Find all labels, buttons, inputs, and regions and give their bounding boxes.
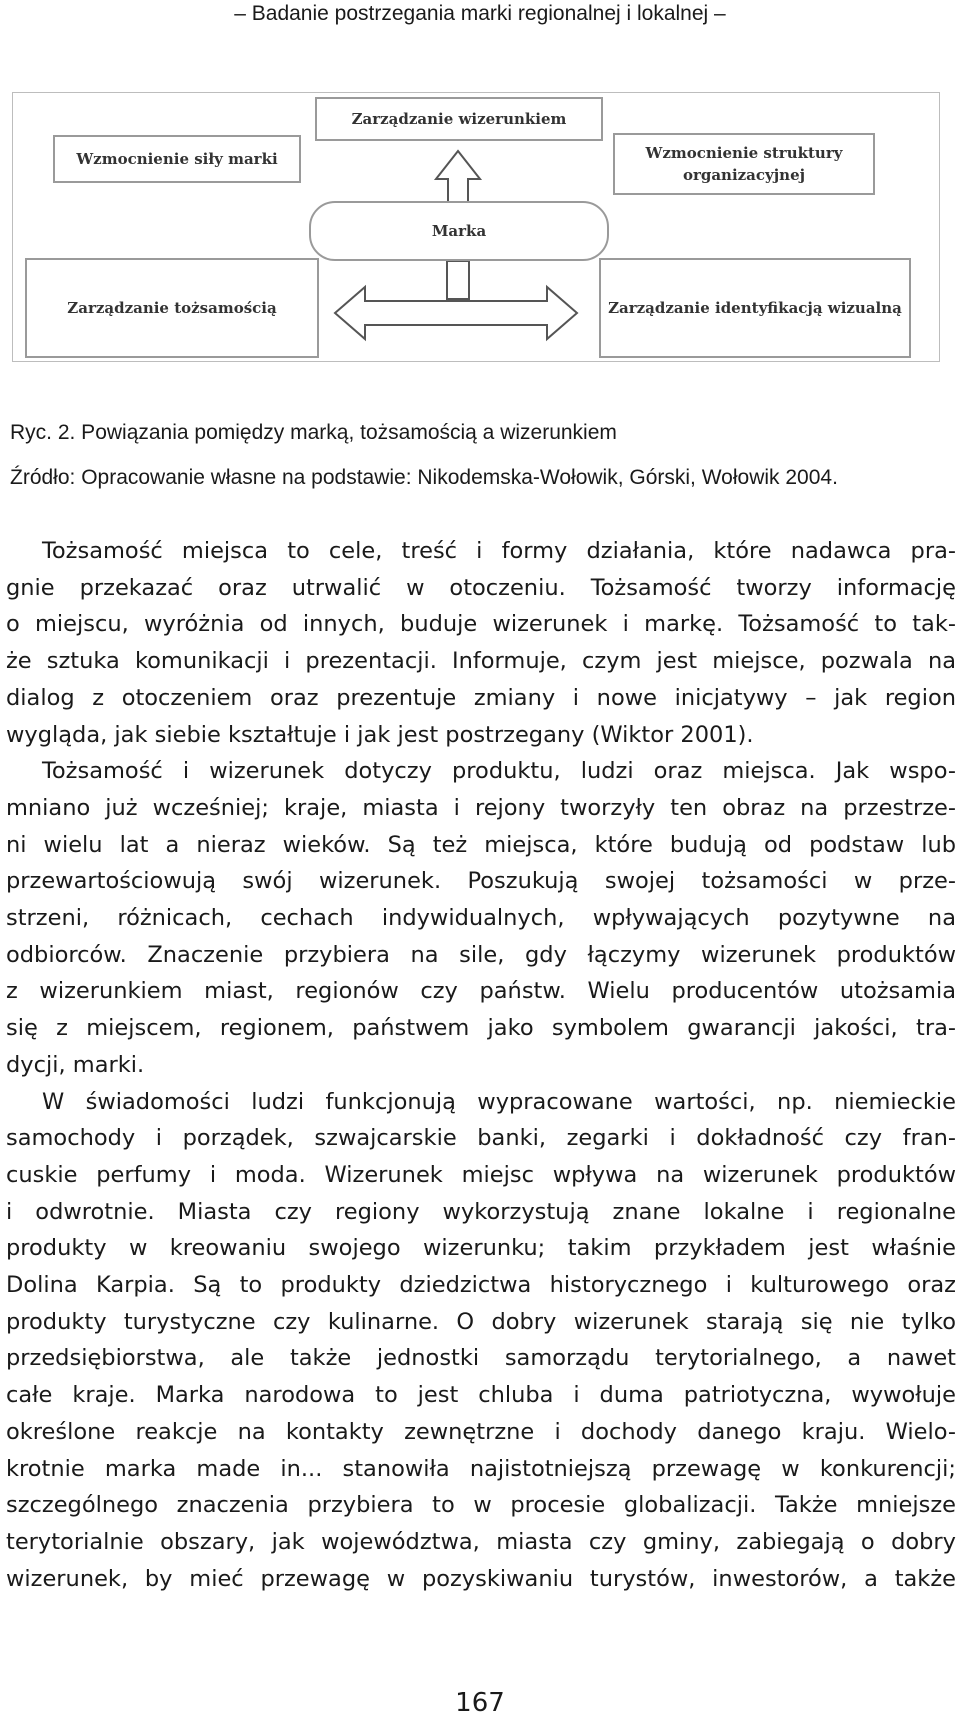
text-line: produkty turystyczne czy kulinarne. O dobry wizerunek starają się nie tylko: [6, 1308, 956, 1335]
vertical-stem: [447, 261, 469, 299]
text-line: odbiorców. Znaczenie przybiera na sile, gdy łączymy wizerunek produktów: [6, 941, 956, 968]
figure-caption: Ryc. 2. Powiązania pomiędzy marką, tożsamością a wizerunkiem: [10, 421, 617, 444]
text-line: określone reakcje na kontakty zewnętrzne i dochody danego kraju. Wielo-: [6, 1418, 956, 1445]
box-identity-management-label: Zarządzanie tożsamością: [67, 299, 277, 317]
text-line: strzeni, różnicach, cechach indywidualnych, wpływających pozytywne na: [6, 905, 956, 932]
text-line: szczególnego znaczenia przybiera to w procesie globalizacji. Także mniejsze: [6, 1492, 956, 1519]
box-brand-strength-label: Wzmocnienie siły marki: [76, 150, 278, 168]
box-identity-management: [25, 258, 319, 358]
text-line: przewartościowują swój wizerunek. Poszukują swojej tożsamości w prze-: [6, 868, 956, 895]
text-line: Tożsamość miejsca to cele, treść i formy działania, które nadawca pra-: [42, 538, 956, 564]
text-line: krotnie marka made in... stanowiła najistotniejszą przewagę w konkurencji;: [6, 1455, 956, 1482]
text-line: produkty w kreowaniu swojego wizerunku; takim przykładem jest właśnie: [6, 1235, 956, 1262]
paragraph-1: [6, 533, 956, 753]
text-line: z wizerunkiem miast, regionów czy państw. Wielu producentów utożsamia: [6, 978, 956, 1005]
text-line: Dolina Karpia. Są to produkty dziedzictwa historycznego i kulturowego oraz: [6, 1272, 956, 1299]
text-line: terytorialnie obszary, jak województwa, miasta czy gminy, zabiegają o dobry: [6, 1528, 956, 1555]
text-line: mniano już wcześniej; kraje, miasta i rejony tworzyły ten obraz na przestrze-: [6, 794, 956, 821]
box-visual-identity-management: [599, 258, 911, 358]
text-line: i odwrotnie. Miasta czy regiony wykorzystują znane lokalne i regionalne: [6, 1198, 956, 1225]
figure-source: Źródło: Opracowanie własne na podstawie: Nikodemska-Wołowik, Górski, Wołowik 2004.: [10, 466, 838, 489]
text-line: Tożsamość i wizerunek dotyczy produktu, ludzi oraz miejsca. Jak wspo-: [42, 758, 956, 785]
text-line: przedsiębiorstwa, ale także jednostki samorządu terytorialnego, a nawet: [6, 1345, 956, 1372]
text-line: że sztuka komunikacji i prezentacji. Informuje, czym jest miejsce, pozwala na: [6, 648, 956, 675]
box-organizational-structure: [613, 133, 875, 195]
box-visual-identity-management-label: Zarządzanie identyfikacją wizualną: [608, 299, 902, 317]
page-number: 167: [455, 1688, 505, 1718]
text-line: dialog z otoczeniem oraz prezentuje zmiany i nowe inicjatywy – jak region: [6, 684, 956, 711]
paragraph-2: [6, 753, 956, 1083]
box-brand: [309, 201, 609, 261]
box-image-management-label: Zarządzanie wizerunkiem: [351, 110, 567, 128]
box-brand-label: Marka: [431, 222, 487, 240]
text-line: W świadomości ludzi funkcjonują wypracowane wartości, np. niemieckie: [42, 1088, 956, 1115]
text-line: gnie przekazać oraz utrwalić w otoczeniu. Tożsamość tworzy informację: [6, 574, 956, 601]
box-organizational-structure-line2: organizacyjnej: [682, 166, 806, 184]
text-line: całe kraje. Marka narodowa to jest chluba i duma patriotyczna, wywołuje: [6, 1382, 956, 1409]
text-line: wygląda, jak siebie kształtuje i jak jest postrzegany (Wiktor 2001).: [6, 721, 754, 748]
text-line: się z miejscem, regionem, państwem jako symbolem gwarancji jakości, tra-: [6, 1015, 956, 1042]
box-organizational-structure-line1: Wzmocnienie struktury: [645, 144, 843, 162]
box-brand-strength: [53, 135, 301, 183]
running-header: – Badanie postrzegania marki regionalnej i lokalnej –: [234, 2, 726, 25]
paragraph-3: [6, 1084, 956, 1598]
text-line: samochody i porządek, szwajcarskie banki, zegarki i dokładność czy fran-: [6, 1125, 956, 1152]
up-arrow-icon: [436, 151, 480, 203]
text-line: wizerunek, by mieć przewagę w pozyskiwaniu turystów, inwestorów, a także: [6, 1565, 956, 1592]
text-line: o miejscu, wyróżnia od innych, buduje wizerunek i markę. Tożsamość to tak-: [6, 611, 956, 638]
text-line: ni wielu lat a nieraz wieków. Są też miejsca, które budują od podstaw lub: [6, 831, 956, 858]
text-line: dycji, marki.: [6, 1051, 145, 1078]
body-text: [6, 533, 956, 1597]
brand-diagram: [12, 92, 940, 362]
box-image-management: [315, 97, 603, 141]
text-line: cuskie perfumy i moda. Wizerunek miejsc wpływa na wizerunek produktów: [6, 1161, 956, 1188]
